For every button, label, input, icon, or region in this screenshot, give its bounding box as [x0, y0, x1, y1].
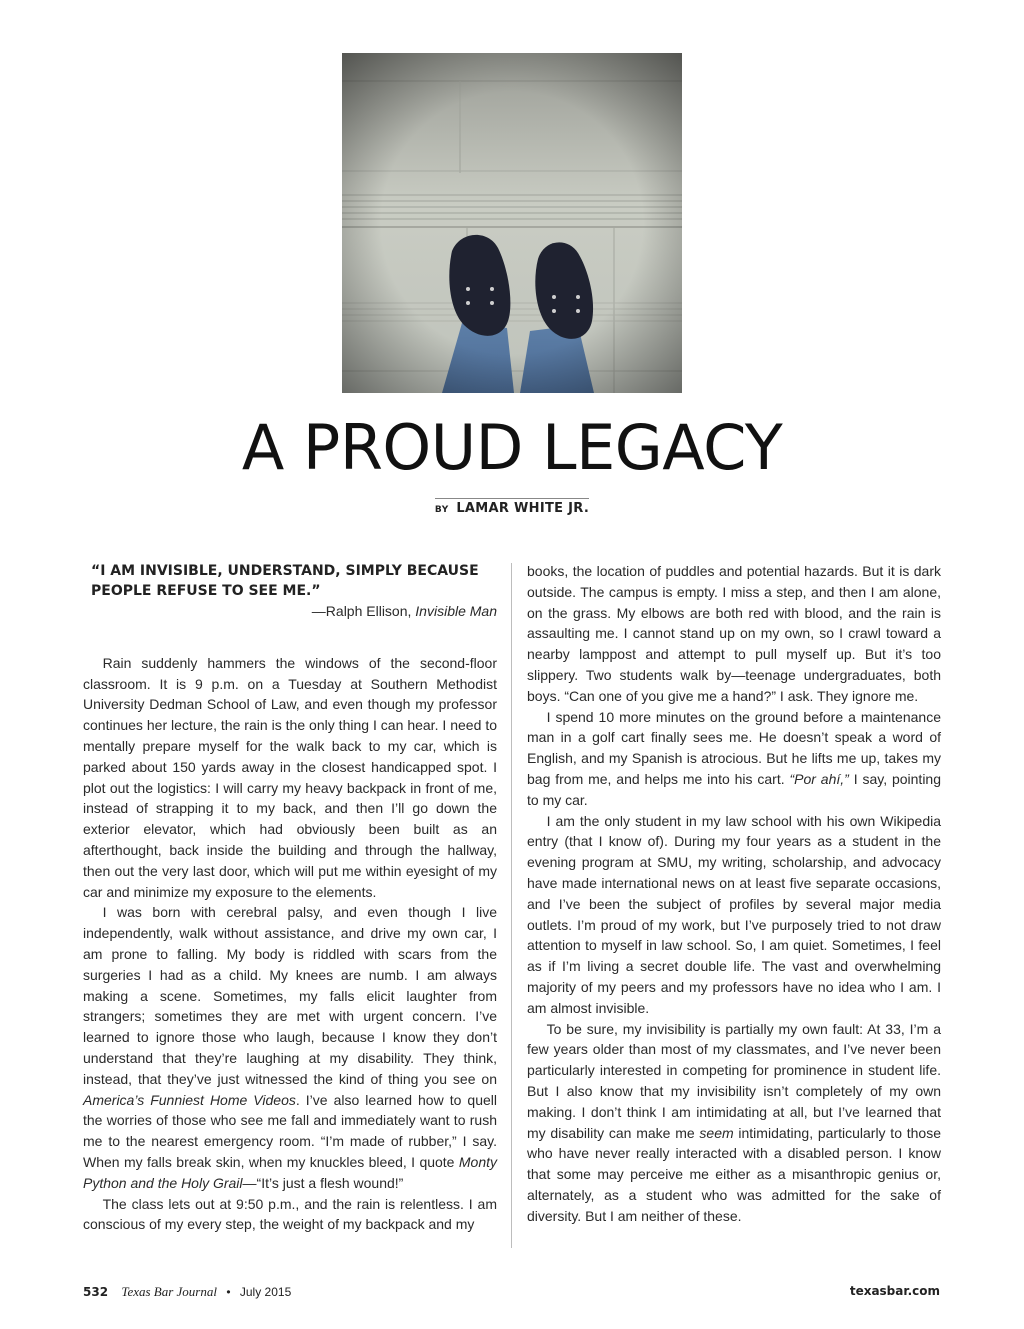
page-number: 532: [83, 1285, 109, 1299]
article-photo: [342, 53, 682, 393]
byline-prefix: BY: [434, 505, 449, 515]
spanish-quote: “Por ahí,”: [789, 770, 849, 787]
paragraph-6: [527, 1019, 941, 1227]
paragraph-2: [83, 902, 497, 1193]
paragraph-4-text-b: I say, pointing to my car.: [527, 770, 941, 808]
paragraph-4: [527, 707, 941, 811]
tv-show-title: America’s Funniest Home Videos: [83, 1091, 296, 1108]
paragraph-4-text-a: I spend 10 more minutes on the ground before a maintenance man in a golf cart finally sees me. He doesn’t speak a word of English, and my Spanish is atrocious. But he lifts me up, takes my bag from me, and helps me into his cart.: [527, 708, 941, 787]
author-name: LAMAR WHITE JR.: [456, 501, 590, 516]
paragraph-2-text-a: I was born with cerebral palsy, and even though I live independently, walk without assistance, and drive my own car, I am prone to falling. My body is riddled with scars from the surgeries I had as a child. My knees are numb. I am always making a scene. Sometimes, my falls elicit laughter from strangers; sometimes they are met with urgent concern. I’ve learned to ignore those who laugh, because I know they don’t understand that they’re laughing at my disability. They think, instead, that they’ve just witnessed the kind of thing you see on: [83, 904, 497, 1087]
footer-bullet: •: [226, 1285, 231, 1299]
article-title: A PROUD LEGACY: [241, 411, 783, 484]
paragraph-6-text-b: intimidating, particularly to those who have never really interacted with a disabled person. I know that some may perceive me either as a misanthropic genius or, alternately, as a student who was admitted for the sake of diversity. But I am neither of these.: [527, 1124, 941, 1224]
emphasis-seem: seem: [699, 1124, 734, 1141]
column-divider: [511, 563, 512, 1248]
paragraph-1: Rain suddenly hammers the windows of the second-floor classroom. It is 9 p.m. on a Tuesday at Southern Methodist University Dedman School of Law, and even though my professor continues her lecture, the rain is the only thing I can hear. I need to mentally prepare myself for the walk back to my car, which is parked about 150 yards away in the closest handicapped spot. I plot out the logistics: I will carry my heavy backpack in front of me, instead of strapping it to my back, and then I’ll go down the exterior elevator, which had obviously been built as an afterthought, back inside the building and through the hallway, then out the very last door, which will put me within eyesight of my car and minimize my exposure to the elements.: [83, 654, 497, 900]
website-link[interactable]: texasbar.com: [849, 1284, 940, 1298]
film-title: Monty Python and the Holy Grail: [83, 1153, 497, 1191]
publication-name: Texas Bar Journal: [121, 1284, 217, 1299]
paragraph-5: I am the only student in my law school with his own Wikipedia entry (that I know of). During my four years as a student in the evening program at SMU, my writing, scholarship, and advocacy have made international news on at least five separate occasions, and I’ve been the subject of profiles by several major media outlets. I’m proud of my work, but I’ve purposely tried to not draw attention to myself in law school. So, I am quiet. Sometimes, I feel as if I’m living a secret double life. The vast and overwhelming majority of my peers and my professors have no idea who I am. I am almost invisible.: [527, 812, 941, 1016]
left-column: [83, 561, 497, 1235]
paragraph-2-text-c: —“It’s just a flesh wound!”: [242, 1174, 404, 1191]
right-column: [527, 561, 941, 1227]
paragraph-3-continued: books, the location of puddles and potential hazards. But it is dark outside. The campus is empty. I miss a step, and then I am alone, on the grass. My elbows are both red with blood, and the rain is assaulting me. I cannot stand up on my own, so I crawl toward a nearby lamppost and attempt to pull myself up. But it’s too slippery. Two students walk by—teenage undergraduates, both boys. “Can one of you give me a hand?” I ask. They ignore me.: [527, 563, 941, 704]
page-footer-left: [83, 1284, 291, 1300]
attribution-author: —Ralph Ellison,: [311, 603, 416, 619]
epigraph-quote: “I AM INVISIBLE, UNDERSTAND, SIMPLY BECAUSE PEOPLE REFUSE TO SEE ME.”: [91, 563, 479, 599]
paragraph-3: The class lets out at 9:50 p.m., and the rain is relentless. I am conscious of my every step, the weight of my backpack and my: [83, 1195, 497, 1233]
byline: [0, 498, 1024, 516]
paragraph-6-text-a: To be sure, my invisibility is partially my own fault: At 33, I’m a few years older than most of my classmates, and I’ve never been particularly interested in competing for prominence in student life. But I also know that my invisibility isn’t completely of my own making. I don’t think I am intimidating at all, but I’ve learned that my disability can make me: [527, 1020, 941, 1141]
epigraph-attribution: [83, 601, 497, 622]
paragraph-2-text-b: . I’ve also learned how to quell the worries of those who see me fall and immediately want to rush me to the nearest emergency room. “I’m made of rubber,” I say. When my falls break skin, when my knuckles bleed, I quote: [83, 1091, 498, 1170]
issue-date: July 2015: [239, 1285, 292, 1299]
attribution-work: Invisible Man: [415, 603, 497, 619]
